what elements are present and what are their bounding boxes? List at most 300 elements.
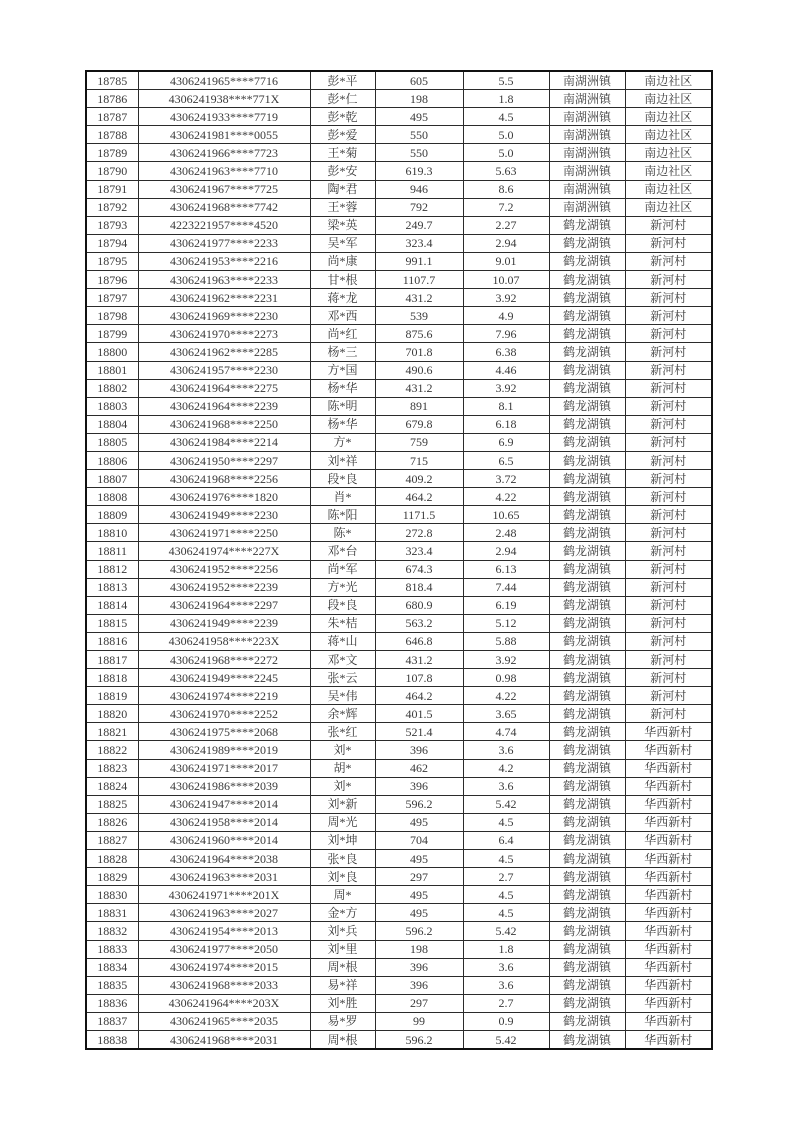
cell-town: 鹤龙湖镇 (549, 723, 625, 741)
table-row (86, 126, 712, 144)
cell-row-no: 18828 (86, 850, 138, 868)
cell-id-number-masked: 4306241986****2039 (138, 777, 310, 795)
cell-id-number-masked: 4306241968****2256 (138, 470, 310, 488)
table-row (86, 958, 712, 976)
cell-id-number-masked: 4306241963****7710 (138, 162, 310, 180)
cell-area: 10.07 (463, 271, 549, 289)
cell-village: 新河村 (625, 542, 712, 560)
cell-amount: 198 (375, 90, 463, 108)
cell-id-number-masked: 4306241969****2230 (138, 307, 310, 325)
cell-row-no: 18786 (86, 90, 138, 108)
table-row (86, 651, 712, 669)
cell-town: 鹤龙湖镇 (549, 759, 625, 777)
cell-area: 4.5 (463, 886, 549, 904)
cell-row-no: 18813 (86, 578, 138, 596)
cell-area: 4.9 (463, 307, 549, 325)
cell-town: 南湖洲镇 (549, 126, 625, 144)
cell-name-masked: 段*良 (310, 470, 375, 488)
cell-name-masked: 周* (310, 886, 375, 904)
cell-name-masked: 梁*英 (310, 216, 375, 234)
cell-village: 新河村 (625, 216, 712, 234)
cell-town: 鹤龙湖镇 (549, 307, 625, 325)
cell-town: 鹤龙湖镇 (549, 289, 625, 307)
cell-amount: 679.8 (375, 415, 463, 433)
table-row (86, 777, 712, 795)
cell-row-no: 18821 (86, 723, 138, 741)
cell-name-masked: 刘*里 (310, 940, 375, 958)
cell-name-masked: 尚*康 (310, 252, 375, 270)
cell-amount: 605 (375, 71, 463, 90)
cell-name-masked: 刘*新 (310, 795, 375, 813)
cell-area: 4.5 (463, 904, 549, 922)
cell-amount: 396 (375, 741, 463, 759)
cell-village: 南边社区 (625, 71, 712, 90)
cell-name-masked: 王*菊 (310, 144, 375, 162)
cell-row-no: 18830 (86, 886, 138, 904)
cell-village: 南边社区 (625, 198, 712, 216)
cell-area: 10.65 (463, 506, 549, 524)
cell-row-no: 18807 (86, 470, 138, 488)
cell-village: 新河村 (625, 415, 712, 433)
cell-name-masked: 彭*平 (310, 71, 375, 90)
cell-town: 鹤龙湖镇 (549, 415, 625, 433)
table-row (86, 180, 712, 198)
cell-area: 0.98 (463, 669, 549, 687)
cell-id-number-masked: 4306241971****201X (138, 886, 310, 904)
cell-area: 2.94 (463, 234, 549, 252)
cell-amount: 550 (375, 144, 463, 162)
cell-town: 鹤龙湖镇 (549, 813, 625, 831)
cell-name-masked: 方*国 (310, 361, 375, 379)
cell-id-number-masked: 4306241977****2050 (138, 940, 310, 958)
table-row (86, 868, 712, 886)
cell-name-masked: 吴*军 (310, 234, 375, 252)
cell-id-number-masked: 4306241971****2250 (138, 524, 310, 542)
cell-area: 4.22 (463, 488, 549, 506)
cell-amount: 495 (375, 108, 463, 126)
cell-row-no: 18812 (86, 560, 138, 578)
cell-amount: 563.2 (375, 614, 463, 632)
cell-row-no: 18800 (86, 343, 138, 361)
table-row (86, 542, 712, 560)
cell-id-number-masked: 4306241966****7723 (138, 144, 310, 162)
cell-id-number-masked: 4306241953****2216 (138, 252, 310, 270)
cell-village: 新河村 (625, 669, 712, 687)
cell-area: 2.7 (463, 994, 549, 1012)
cell-area: 5.42 (463, 1030, 549, 1049)
table-row (86, 108, 712, 126)
cell-village: 新河村 (625, 705, 712, 723)
cell-row-no: 18818 (86, 669, 138, 687)
table-row (86, 994, 712, 1012)
cell-row-no: 18829 (86, 868, 138, 886)
cell-name-masked: 刘*胜 (310, 994, 375, 1012)
cell-town: 鹤龙湖镇 (549, 542, 625, 560)
cell-area: 5.42 (463, 795, 549, 813)
cell-id-number-masked: 4306241974****227X (138, 542, 310, 560)
cell-village: 新河村 (625, 687, 712, 705)
cell-village: 新河村 (625, 632, 712, 650)
table-row (86, 343, 712, 361)
cell-row-no: 18838 (86, 1030, 138, 1049)
cell-name-masked: 邓*文 (310, 651, 375, 669)
cell-id-number-masked: 4306241970****2273 (138, 325, 310, 343)
cell-name-masked: 金*方 (310, 904, 375, 922)
cell-id-number-masked: 4306241963****2031 (138, 868, 310, 886)
cell-id-number-masked: 4306241970****2252 (138, 705, 310, 723)
cell-amount: 715 (375, 451, 463, 469)
cell-village: 华西新村 (625, 904, 712, 922)
cell-village: 华西新村 (625, 994, 712, 1012)
cell-town: 鹤龙湖镇 (549, 632, 625, 650)
cell-village: 华西新村 (625, 1030, 712, 1049)
table-row (86, 1030, 712, 1049)
cell-amount: 431.2 (375, 651, 463, 669)
cell-row-no: 18837 (86, 1012, 138, 1030)
cell-row-no: 18836 (86, 994, 138, 1012)
table-row (86, 795, 712, 813)
cell-village: 南边社区 (625, 90, 712, 108)
table-row (86, 90, 712, 108)
cell-town: 南湖洲镇 (549, 198, 625, 216)
table-row (86, 687, 712, 705)
cell-area: 6.5 (463, 451, 549, 469)
cell-area: 5.42 (463, 922, 549, 940)
cell-id-number-masked: 4306241949****2230 (138, 506, 310, 524)
cell-village: 新河村 (625, 289, 712, 307)
cell-village: 新河村 (625, 433, 712, 451)
cell-id-number-masked: 4306241968****2031 (138, 1030, 310, 1049)
cell-name-masked: 彭*乾 (310, 108, 375, 126)
cell-town: 鹤龙湖镇 (549, 252, 625, 270)
cell-row-no: 18827 (86, 831, 138, 849)
table-row (86, 922, 712, 940)
cell-row-no: 18835 (86, 976, 138, 994)
cell-town: 南湖洲镇 (549, 108, 625, 126)
cell-town: 鹤龙湖镇 (549, 325, 625, 343)
cell-row-no: 18788 (86, 126, 138, 144)
cell-amount: 396 (375, 777, 463, 795)
cell-area: 4.2 (463, 759, 549, 777)
table-row (86, 741, 712, 759)
cell-row-no: 18792 (86, 198, 138, 216)
table-row (86, 470, 712, 488)
cell-area: 3.92 (463, 651, 549, 669)
table-row (86, 216, 712, 234)
table-row (86, 669, 712, 687)
cell-id-number-masked: 4306241947****2014 (138, 795, 310, 813)
cell-amount: 323.4 (375, 542, 463, 560)
table-row (86, 614, 712, 632)
cell-amount: 674.3 (375, 560, 463, 578)
cell-town: 鹤龙湖镇 (549, 831, 625, 849)
cell-village: 新河村 (625, 252, 712, 270)
cell-name-masked: 吴*伟 (310, 687, 375, 705)
cell-amount: 521.4 (375, 723, 463, 741)
cell-row-no: 18787 (86, 108, 138, 126)
cell-id-number-masked: 4306241964****2275 (138, 379, 310, 397)
cell-amount: 991.1 (375, 252, 463, 270)
cell-name-masked: 彭*安 (310, 162, 375, 180)
cell-id-number-masked: 4306241960****2014 (138, 831, 310, 849)
cell-amount: 619.3 (375, 162, 463, 180)
cell-id-number-masked: 4306241989****2019 (138, 741, 310, 759)
cell-village: 南边社区 (625, 144, 712, 162)
cell-town: 鹤龙湖镇 (549, 1012, 625, 1030)
cell-town: 南湖洲镇 (549, 180, 625, 198)
cell-village: 华西新村 (625, 723, 712, 741)
cell-id-number-masked: 4306241949****2245 (138, 669, 310, 687)
cell-row-no: 18790 (86, 162, 138, 180)
cell-row-no: 18805 (86, 433, 138, 451)
cell-row-no: 18810 (86, 524, 138, 542)
roster-table-body (86, 71, 712, 1049)
cell-town: 鹤龙湖镇 (549, 958, 625, 976)
cell-town: 鹤龙湖镇 (549, 216, 625, 234)
cell-town: 鹤龙湖镇 (549, 687, 625, 705)
cell-id-number-masked: 4306241967****7725 (138, 180, 310, 198)
cell-id-number-masked: 4306241962****2231 (138, 289, 310, 307)
cell-id-number-masked: 4306241958****223X (138, 632, 310, 650)
table-row (86, 289, 712, 307)
cell-amount: 198 (375, 940, 463, 958)
cell-name-masked: 甘*根 (310, 271, 375, 289)
cell-name-masked: 杨*华 (310, 415, 375, 433)
table-row (86, 723, 712, 741)
cell-village: 新河村 (625, 470, 712, 488)
cell-town: 鹤龙湖镇 (549, 886, 625, 904)
cell-row-no: 18795 (86, 252, 138, 270)
table-row (86, 144, 712, 162)
cell-village: 新河村 (625, 524, 712, 542)
cell-name-masked: 刘* (310, 741, 375, 759)
table-row (86, 506, 712, 524)
table-row (86, 831, 712, 849)
cell-village: 新河村 (625, 271, 712, 289)
cell-area: 1.8 (463, 940, 549, 958)
table-row (86, 632, 712, 650)
table-row (86, 71, 712, 90)
cell-amount: 1171.5 (375, 506, 463, 524)
cell-area: 5.63 (463, 162, 549, 180)
cell-amount: 891 (375, 397, 463, 415)
cell-village: 南边社区 (625, 108, 712, 126)
cell-amount: 495 (375, 886, 463, 904)
cell-area: 6.38 (463, 343, 549, 361)
cell-area: 3.6 (463, 741, 549, 759)
cell-name-masked: 胡* (310, 759, 375, 777)
cell-row-no: 18789 (86, 144, 138, 162)
cell-name-masked: 张*红 (310, 723, 375, 741)
cell-area: 5.5 (463, 71, 549, 90)
cell-row-no: 18803 (86, 397, 138, 415)
cell-village: 南边社区 (625, 180, 712, 198)
table-row (86, 524, 712, 542)
cell-amount: 464.2 (375, 488, 463, 506)
table-row (86, 325, 712, 343)
table-row (86, 307, 712, 325)
table-row (86, 850, 712, 868)
cell-town: 南湖洲镇 (549, 144, 625, 162)
cell-name-masked: 陈*阳 (310, 506, 375, 524)
cell-amount: 596.2 (375, 922, 463, 940)
cell-amount: 495 (375, 850, 463, 868)
cell-name-masked: 邓*西 (310, 307, 375, 325)
cell-village: 华西新村 (625, 1012, 712, 1030)
cell-village: 新河村 (625, 343, 712, 361)
cell-village: 华西新村 (625, 850, 712, 868)
cell-area: 4.22 (463, 687, 549, 705)
cell-village: 华西新村 (625, 886, 712, 904)
cell-row-no: 18785 (86, 71, 138, 90)
cell-id-number-masked: 4306241977****2233 (138, 234, 310, 252)
cell-name-masked: 邓*台 (310, 542, 375, 560)
cell-village: 新河村 (625, 560, 712, 578)
cell-name-masked: 易*祥 (310, 976, 375, 994)
cell-village: 新河村 (625, 325, 712, 343)
cell-name-masked: 彭*仁 (310, 90, 375, 108)
cell-id-number-masked: 4306241938****771X (138, 90, 310, 108)
cell-village: 华西新村 (625, 958, 712, 976)
cell-area: 6.4 (463, 831, 549, 849)
cell-area: 4.5 (463, 813, 549, 831)
cell-row-no: 18824 (86, 777, 138, 795)
cell-area: 7.44 (463, 578, 549, 596)
table-row (86, 578, 712, 596)
cell-name-masked: 易*罗 (310, 1012, 375, 1030)
cell-id-number-masked: 4306241964****2239 (138, 397, 310, 415)
cell-town: 鹤龙湖镇 (549, 850, 625, 868)
cell-name-masked: 余*辉 (310, 705, 375, 723)
cell-amount: 495 (375, 813, 463, 831)
cell-area: 6.19 (463, 596, 549, 614)
cell-row-no: 18798 (86, 307, 138, 325)
cell-village: 华西新村 (625, 795, 712, 813)
cell-village: 南边社区 (625, 162, 712, 180)
cell-amount: 818.4 (375, 578, 463, 596)
cell-town: 鹤龙湖镇 (549, 560, 625, 578)
cell-name-masked: 方*光 (310, 578, 375, 596)
cell-village: 新河村 (625, 596, 712, 614)
cell-name-masked: 陈* (310, 524, 375, 542)
cell-amount: 107.8 (375, 669, 463, 687)
cell-name-masked: 刘*兵 (310, 922, 375, 940)
cell-id-number-masked: 4306241968****7742 (138, 198, 310, 216)
cell-name-masked: 张*云 (310, 669, 375, 687)
cell-name-masked: 蒋*山 (310, 632, 375, 650)
cell-village: 新河村 (625, 361, 712, 379)
cell-amount: 99 (375, 1012, 463, 1030)
cell-amount: 495 (375, 904, 463, 922)
cell-town: 鹤龙湖镇 (549, 361, 625, 379)
cell-area: 3.92 (463, 379, 549, 397)
cell-id-number-masked: 4306241954****2013 (138, 922, 310, 940)
cell-town: 鹤龙湖镇 (549, 379, 625, 397)
cell-town: 鹤龙湖镇 (549, 343, 625, 361)
cell-id-number-masked: 4306241981****0055 (138, 126, 310, 144)
cell-row-no: 18801 (86, 361, 138, 379)
cell-town: 鹤龙湖镇 (549, 614, 625, 632)
cell-name-masked: 王*蓉 (310, 198, 375, 216)
cell-row-no: 18833 (86, 940, 138, 958)
cell-row-no: 18794 (86, 234, 138, 252)
cell-town: 南湖洲镇 (549, 90, 625, 108)
cell-village: 新河村 (625, 234, 712, 252)
cell-id-number-masked: 4306241968****2033 (138, 976, 310, 994)
cell-id-number-masked: 4306241963****2233 (138, 271, 310, 289)
cell-amount: 431.2 (375, 289, 463, 307)
cell-amount: 272.8 (375, 524, 463, 542)
cell-village: 新河村 (625, 397, 712, 415)
cell-row-no: 18791 (86, 180, 138, 198)
cell-row-no: 18826 (86, 813, 138, 831)
cell-id-number-masked: 4306241957****2230 (138, 361, 310, 379)
cell-row-no: 18819 (86, 687, 138, 705)
cell-amount: 946 (375, 180, 463, 198)
cell-town: 鹤龙湖镇 (549, 741, 625, 759)
cell-amount: 249.7 (375, 216, 463, 234)
table-row (86, 415, 712, 433)
cell-area: 3.72 (463, 470, 549, 488)
cell-town: 鹤龙湖镇 (549, 470, 625, 488)
cell-town: 鹤龙湖镇 (549, 669, 625, 687)
cell-town: 鹤龙湖镇 (549, 397, 625, 415)
table-row (86, 596, 712, 614)
cell-name-masked: 周*根 (310, 1030, 375, 1049)
cell-village: 新河村 (625, 578, 712, 596)
cell-town: 鹤龙湖镇 (549, 922, 625, 940)
cell-name-masked: 杨*三 (310, 343, 375, 361)
cell-area: 5.0 (463, 144, 549, 162)
cell-amount: 490.6 (375, 361, 463, 379)
table-row (86, 759, 712, 777)
cell-town: 鹤龙湖镇 (549, 777, 625, 795)
cell-name-masked: 杨*华 (310, 379, 375, 397)
table-row (86, 234, 712, 252)
cell-id-number-masked: 4306241964****2038 (138, 850, 310, 868)
cell-row-no: 18799 (86, 325, 138, 343)
table-row (86, 813, 712, 831)
table-row (86, 433, 712, 451)
cell-area: 4.5 (463, 850, 549, 868)
cell-row-no: 18831 (86, 904, 138, 922)
cell-village: 华西新村 (625, 777, 712, 795)
cell-id-number-masked: 4306241965****7716 (138, 71, 310, 90)
cell-row-no: 18802 (86, 379, 138, 397)
cell-town: 鹤龙湖镇 (549, 271, 625, 289)
cell-id-number-masked: 4306241968****2272 (138, 651, 310, 669)
cell-id-number-masked: 4306241949****2239 (138, 614, 310, 632)
cell-name-masked: 尚*军 (310, 560, 375, 578)
table-row (86, 198, 712, 216)
cell-area: 1.8 (463, 90, 549, 108)
cell-id-number-masked: 4306241958****2014 (138, 813, 310, 831)
cell-row-no: 18817 (86, 651, 138, 669)
cell-area: 8.1 (463, 397, 549, 415)
cell-row-no: 18834 (86, 958, 138, 976)
cell-name-masked: 刘*坤 (310, 831, 375, 849)
cell-amount: 323.4 (375, 234, 463, 252)
cell-name-masked: 尚*红 (310, 325, 375, 343)
cell-village: 华西新村 (625, 868, 712, 886)
cell-area: 3.65 (463, 705, 549, 723)
cell-id-number-masked: 4306241933****7719 (138, 108, 310, 126)
cell-amount: 680.9 (375, 596, 463, 614)
cell-village: 南边社区 (625, 126, 712, 144)
cell-area: 6.13 (463, 560, 549, 578)
cell-amount: 596.2 (375, 1030, 463, 1049)
cell-area: 3.6 (463, 777, 549, 795)
